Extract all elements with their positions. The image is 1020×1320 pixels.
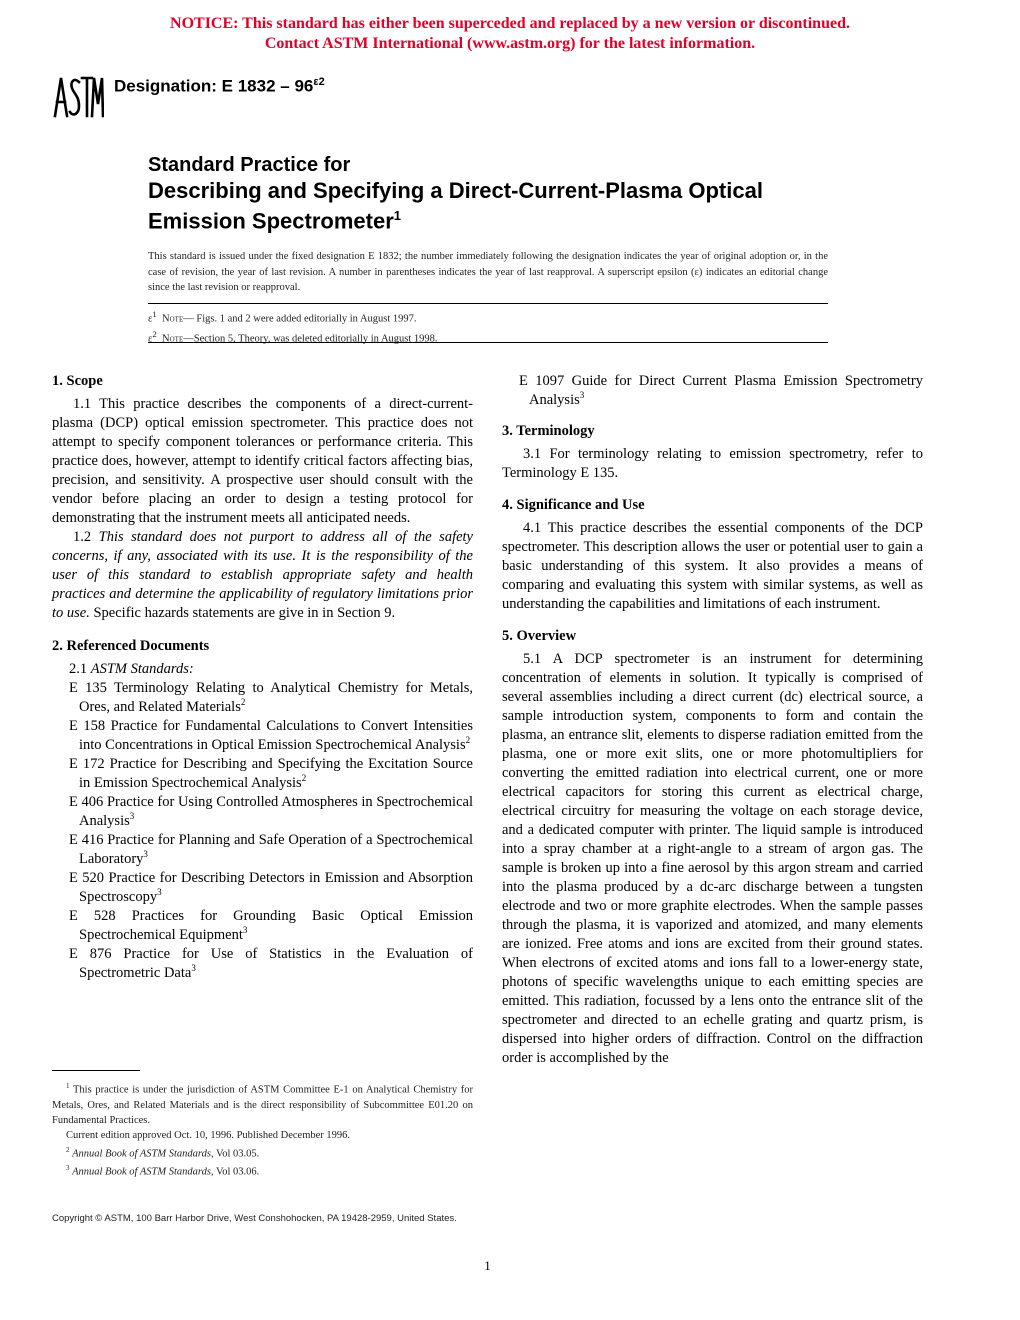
reference-text: E 1097 Guide for Direct Current Plasma Emission Spectrometry Analysis [519,373,923,408]
section-heading-scope: 1. Scope [52,373,103,389]
reference-item [52,679,473,717]
editorial-notes [148,307,828,347]
book-title: Annual Book of ASTM Standards [72,1166,211,1178]
reference-item [52,755,473,793]
section-heading-significance: 4. Significance and Use [502,497,645,513]
reference-item [52,717,473,755]
astm-standards-label: ASTM Standards: [90,661,194,677]
section-heading-overview: 5. Overview [502,628,577,644]
title-line-2: Describing and Specifying a Direct-Current-Plasma Optical [148,178,763,203]
reference-text: E 172 Practice for Describing and Specifying the Excitation Source in Emission Spectrochemical Analysis [69,756,473,791]
title-line-3-text: Emission Spectrometer [148,208,394,234]
astm-logo-icon [52,76,104,118]
safety-statement: This standard does not purport to address all of the safety concerns, if any, associated with its use. It is the responsibility of the user of this standard to establish appropriate safety and health practices and determine the applicability of regulatory limitations prior to use. [52,529,473,621]
note-label: Note [162,333,184,345]
reference-footnote-mark: 3 [579,390,585,401]
footnote-mark: 1 [66,1082,70,1090]
right-column [502,372,923,1068]
reference-text: E 528 Practices for Grounding Basic Optical Emission Spectrochemical Equipment [69,908,473,943]
reference-text: E 406 Practice for Using Controlled Atmospheres in Spectrochemical Analysis [69,794,473,829]
epsilon-sup: 1 [152,309,157,319]
paragraph-2-1 [52,660,473,679]
footnote-text: , Vol 03.05. [210,1148,260,1159]
reference-item [52,831,473,869]
reference-footnote-mark: 2 [301,773,307,784]
footnote-text: , Vol 03.06. [210,1166,260,1178]
note-label: Note [162,313,184,325]
title-line-1: Standard Practice for [148,154,351,176]
footnote-1 [52,1079,473,1128]
reference-text: E 158 Practice for Fundamental Calculations to Convert Intensities into Concentrations in Optical Emission Spectrochemical Analysis [69,718,473,753]
section-heading-referenced-documents: 2. Referenced Documents [52,638,210,654]
reference-footnote-mark: 3 [191,963,196,974]
footnote-2 [52,1143,473,1162]
reference-item [52,945,473,983]
note-text: —Section 5, Theory, was deleted editorially in August 1998. [183,333,438,345]
reference-text: E 135 Terminology Relating to Analytical Chemistry for Metals, Ores, and Related Materials [69,680,473,715]
paragraph-number: 2.1 [69,661,91,677]
epsilon-mark: ε [148,313,153,325]
reference-footnote-mark: 3 [157,887,162,898]
left-column [52,372,473,983]
page-number: 1 [484,1258,491,1273]
section-heading-terminology: 3. Terminology [502,423,595,439]
designation-epsilon: ε2 [313,76,325,88]
hazards-statement: Specific hazards statements are give in in Section 9. [89,605,396,621]
footnote-mark: 2 [66,1145,70,1154]
footnote-text: This practice is under the jurisdiction of ASTM Committee E-1 on Analytical Chemistry for Metals, Ores, and Related Materials and is the direct responsibility of Subcommittee E01.20 on Fundamental Practices. [52,1084,473,1126]
designation-text: Designation: E 1832 – 96 [114,76,314,96]
note-text: — Figs. 1 and 2 were added editorially in August 1997. [183,313,417,325]
reference-footnote-mark: 2 [240,697,246,708]
reference-footnote-mark: 2 [465,735,471,746]
reference-text: E 416 Practice for Planning and Safe Operation of a Spectrochemical Laboratory [69,832,473,867]
notice-line-2: Contact ASTM International (www.astm.org) for the latest information. [264,35,756,52]
copyright-line: Copyright © ASTM, 100 Barr Harbor Drive, West Conshohocken, PA 19428-2959, United States. [52,1213,457,1224]
reference-footnote-mark: 3 [143,849,148,860]
paragraph-4-1: 4.1 This practice describes the essential components of the DCP spectrometer. This description allows the user or potential user to gain a basic understanding of this system. It also provides a means of comparing and evaluating this system with similar systems, as well as understanding the capabilities and limitations of each instrument. [502,520,923,612]
footnote-text: Current edition approved Oct. 10, 1996. Published December 1996. [66,1129,351,1141]
footnotes [52,1079,473,1180]
reference-item [502,372,923,410]
paragraph-1-2 [52,528,473,623]
book-title: Annual Book of ASTM Standards [72,1148,211,1159]
reference-footnote-mark: 3 [242,925,248,936]
supersession-notice [0,14,1020,54]
footnote-mark: 3 [66,1164,70,1172]
epsilon-mark: ε [148,333,153,345]
editorial-note-2 [148,327,828,347]
paragraph-3-1: 3.1 For terminology relating to emission spectrometry, refer to Terminology E 135. [502,446,923,481]
epsilon-sup: 2 [152,329,157,339]
title-line-3 [148,203,868,233]
footnote-approval [52,1128,473,1143]
document-title [148,153,868,233]
reference-text: E 876 Practice for Use of Statistics in the Evaluation of Spectrometric Data [69,946,473,981]
paragraph-number: 1.2 [73,529,99,545]
header-rule-top [148,303,828,304]
designation [114,76,325,97]
reference-item [52,793,473,831]
header-rule-bottom [148,342,828,343]
footnote-rule [52,1070,140,1071]
paragraph-1-1: 1.1 This practice describes the components of a direct-current-plasma (DCP) optical emission spectrometer. This practice does not attempt to specify component tolerances or performance criteria. This practice does, however, attempt to identify critical factors affecting bias, precision, and sensitivity. A prospective user should consult with the vendor before placing an order to design a testing protocol for demonstrating that the instrument meets all anticipated needs. [52,396,473,526]
reference-item [52,869,473,907]
title-footnote-mark: 1 [393,208,401,223]
editorial-note-1 [148,307,828,327]
reference-item [52,907,473,945]
footnote-3 [52,1161,473,1180]
paragraph-5-1: 5.1 A DCP spectrometer is an instrument for determining concentration of elements in solution. It typically is comprised of several assemblies including a direct current (dc) electrical source, a sample introduction system, components to form and contain the plasma, an entrance slit, elements to disperse radiation emitted from the plasma, one or more exit slits, one or more photomultipliers for converting the emitted radiation into electrical current, one or more electrical capacitors for storing this current as electrical charge, electrical circuitry for measuring the voltage on each storage device, and a dedicated computer with printer. The liquid sample is introduced into a spray chamber at a right-angle to a stream of argon gas. The sample is broken up into a fine aerosol by this argon stream and carried into the plasma produced by a dc-arc discharge between a tungsten electrode and two or more graphite electrodes. When the sample passes through the plasma, it is vaporized and atomized, and many elements are ionized. Free atoms and ions are excited from their ground states. When electrons of excited atoms and ions fall to a lower-energy state, photons of specific wavelengths unique to each emitting species are emitted. This radiation, focussed by a lens onto the entrance slit of the spectrometer and directed to an echelle grating and quartz prism, is dispersed into higher orders of diffraction. Control on the diffraction order is accomplished by the [502,651,923,1066]
reference-text: E 520 Practice for Describing Detectors in Emission and Absorption Spectroscopy [69,870,473,905]
reference-footnote-mark: 3 [129,811,135,822]
notice-line-1: NOTICE: This standard has either been superceded and replaced by a new version or discontinued. [170,15,850,32]
issued-statement: This standard is issued under the fixed designation E 1832; the number immediately following the designation indicates the year of original adoption or, in the case of revision, the year of last revision. A number in parentheses indicates the year of last reapproval. A superscript epsilon (ε) indicates an editorial change since the last revision or reapproval. [148,251,828,293]
